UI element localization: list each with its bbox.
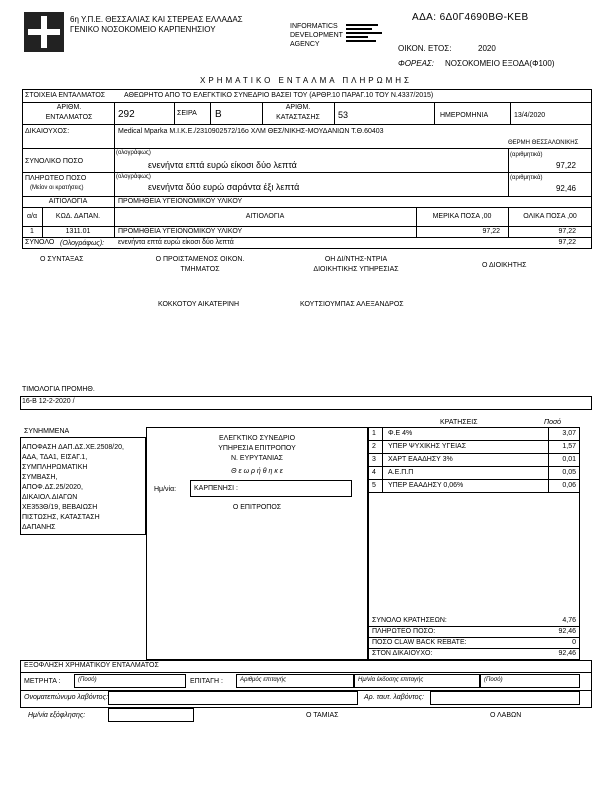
col-aa: α/α xyxy=(26,213,38,220)
col-total: ΟΛΙΚΑ ΠΟΣΑ ,00 xyxy=(523,213,577,220)
deduction-name: ΥΠΕΡ ΕΑΑΔΗΣΥ 0,06% xyxy=(388,482,464,489)
deduction-no: 1 xyxy=(372,430,376,437)
agency: ΝΟΣΟΚΟΜΕΙΟ ΕΞΟΔΑ(Φ100) xyxy=(445,59,555,68)
receiver-name-field[interactable] xyxy=(108,691,358,705)
paid-amount: 92,46 xyxy=(555,184,576,193)
cashier-label: Ο ΤΑΜΙΑΣ xyxy=(306,712,339,719)
row-total: 97,22 xyxy=(558,228,576,235)
paid-sub: (Μείον οι κρατήσεις) xyxy=(30,185,84,191)
cheque-number-hint: Αριθμός επιταγής xyxy=(240,677,287,683)
invoices-box xyxy=(20,396,592,410)
date-label: ΗΜΕΡΟΜΗΝΙΑ xyxy=(440,112,489,119)
sig-director-2: ΔΙΟΙΚΗΤΙΚΗΣ ΥΠΗΡΕΣΙΑΣ xyxy=(313,266,399,273)
deduction-amount: 0,06 xyxy=(562,482,576,489)
settlement-title: ΕΞΟΦΛΗΣΗ ΧΡΗΜΑΤΙΚΟΥ ΕΝΤΑΛΜΑΤΟΣ xyxy=(24,662,159,669)
total-words: ενενήντα επτά ευρώ είκοσι δύο λεπτά xyxy=(148,160,297,170)
receiver-id-field[interactable] xyxy=(430,691,580,705)
invoices-value: 16-Β 12-2-2020 / xyxy=(22,398,75,405)
deduction-amount: 1,57 xyxy=(562,443,576,450)
invoices-label: ΤΙΜΟΛΟΓΙΑ ΠΡΟΜΗΘ. xyxy=(22,386,95,393)
attachments-text xyxy=(22,443,124,533)
row-code: 1311.01 xyxy=(65,228,91,235)
sum-amount: 97,22 xyxy=(558,239,576,246)
payable-amount: 92,46 xyxy=(558,628,576,635)
warrant-no: 292 xyxy=(118,109,135,120)
ada-code: ΑΔΑ: 6Δ0Γ4690ΒΘ-ΚΕΒ xyxy=(412,12,529,23)
attachments-label: ΣΥΝΗΜΜΕΝΑ xyxy=(24,428,70,435)
row-partial: 97,22 xyxy=(482,228,500,235)
deduction-amount: 0,01 xyxy=(562,456,576,463)
audit-line-2: ΥΠΗΡΕΣΙΑ ΕΠΙΤΡΟΠΟΥ xyxy=(218,445,296,452)
audit-line-3: Ν. ΕΥΡΥΤΑΝΙΑΣ xyxy=(230,455,284,462)
warrant-no-label: ΑΡΙΘΜ. xyxy=(56,104,82,111)
beneficiary-total-label: ΣΤΟΝ ΔΙΚΑΙΟΥΧΟ: xyxy=(372,650,433,657)
audit-place: ΚΑΡΠΕΝΗΣΙ : xyxy=(194,485,239,492)
deduction-name: Α.Ε.Π.Π xyxy=(388,469,414,476)
attachment-line: ΑΔΑ, ΤΔΑ1, ΕΙΣΑΓ.1, xyxy=(22,454,88,461)
deductions-total-label: ΣΥΝΟΛΟ ΚΡΑΤΗΣΕΩΝ: xyxy=(372,617,447,624)
cheque-label: ΕΠΙΤΑΓΗ : xyxy=(190,678,223,685)
paid-label: ΠΛΗΡΩΤΕΟ ΠΟΣΟ xyxy=(25,175,87,182)
deduction-no: 4 xyxy=(372,469,376,476)
total-words-hint: (ολογράφως) xyxy=(116,150,151,156)
fiscal-year-label: ΟΙΚΟΝ. ΕΤΟΣ: xyxy=(398,44,452,53)
warrant-date: 13/4/2020 xyxy=(514,112,546,119)
receiver-label: Ο ΛΑΒΩΝ xyxy=(490,712,522,719)
page-title: ΧΡΗΜΑΤΙΚΟ ΕΝΤΑΛΜΑ ΠΛΗΡΩΜΗΣ xyxy=(200,76,412,85)
row-aa: 1 xyxy=(30,228,34,235)
informatics-logo-graphic xyxy=(346,22,386,52)
informatics-logo: INFORMATICS DEVELOPMENT AGENCY xyxy=(290,23,343,48)
compiler-name: ΚΟΚΚΟΤΟΥ ΑΙΚΑΤΕΡΙΝΗ xyxy=(158,301,240,308)
attachment-line: ΧΕ353Θ/19, ΒΕΒΑΙΩΣΗ xyxy=(22,504,98,511)
row-desc: ΠΡΟΜΗΘΕΙΑ ΥΓΕΙΟΝΟΜΙΚΟΥ ΥΛΙΚΟΥ xyxy=(118,228,243,235)
hospital-cross-logo xyxy=(24,12,64,52)
deduction-amount: 3,07 xyxy=(562,430,576,437)
deductions-header: ΚΡΑΤΗΣΕΙΣ xyxy=(440,419,478,426)
audit-line-1: ΕΛΕΓΚΤΙΚΟ ΣΥΝΕΔΡΙΟ xyxy=(218,435,296,442)
deduction-name: ΧΑΡΤ ΕΑΑΔΗΣΥ 3% xyxy=(388,456,453,463)
attachment-line: ΑΠΟΦΑΣΗ ΔΑΠ.ΔΣ.ΧΕ.2508/20, xyxy=(22,444,124,451)
attachment-line: ΔΑΠΑΝΗΣ xyxy=(22,524,56,531)
cause: ΠΡΟΜΗΘΕΙΑ ΥΓΕΙΟΝΟΜΙΚΟΥ ΥΛΙΚΟΥ xyxy=(118,198,243,205)
beneficiary-label: ΔΙΚΑΙΟΥΧΟΣ: xyxy=(25,128,70,135)
clawback-amount: 0 xyxy=(572,639,576,646)
org-line-2: ΓΕΝΙΚΟ ΝΟΣΟΚΟΜΕΙΟ ΚΑΡΠΕΝΗΣΙΟΥ xyxy=(70,25,216,34)
attachment-line: ΔΙΚΑΙΟΛ.ΔΙΑΓΩΝ xyxy=(22,494,78,501)
org-line-1: 6η Υ.Π.Ε. ΘΕΣΣΑΛΙΑΣ ΚΑΙ ΣΤΕΡΕΑΣ ΕΛΛΑΔΑΣ xyxy=(70,15,243,24)
deduction-no: 5 xyxy=(372,482,376,489)
sig-director: ΟΗ ΔΙ/ΝΤΗΣ-ΝΤΡΙΑ xyxy=(324,256,388,263)
series-label: ΣΕΙΡΑ xyxy=(177,110,197,117)
section-label: ΣΤΟΙΧΕΙΑ ΕΝΤΑΛΜΑΤΟΣ xyxy=(25,92,106,99)
sig-compiler: Ο ΣΥΝΤΑΞΑΣ xyxy=(40,256,84,263)
sum-words: ενενήντα επτά ευρώ είκοσι δύο λεπτά xyxy=(118,239,234,246)
warrant-no-label-2: ΕΝΤΑΛΜΑΤΟΣ xyxy=(45,114,93,121)
attachment-line: ΠΙΣΤΩΣΗΣ, ΚΑΤΑΣΤΑΣΗ xyxy=(22,514,100,521)
total-label: ΣΥΝΟΛΙΚΟ ΠΟΣΟ xyxy=(25,158,84,165)
receiver-id-label: Αρ. ταυτ. λαβόντος: xyxy=(364,694,424,701)
deductions-total: 4,76 xyxy=(562,617,576,624)
fiscal-year: 2020 xyxy=(478,44,496,53)
cheque-amount-hint: (Ποσό) xyxy=(484,677,503,683)
cause-label: ΑΙΤΙΟΛΟΓΙΑ xyxy=(48,198,88,205)
audit-line-4: Θ ε ω ρ ή θ η κ ε xyxy=(231,468,283,475)
receiver-name-label: Ονοματεπώνυμο λαβόντος: xyxy=(24,694,108,701)
beneficiary-city: ΘΕΡΜΗ ΘΕΣΣΑΛΟΝΙΚΗΣ xyxy=(508,140,579,146)
paid-words-hint: (ολογράφως) xyxy=(116,174,151,180)
payment-date-field[interactable] xyxy=(108,708,194,722)
agency-label: ΦΟΡΕΑΣ: xyxy=(398,59,434,68)
series: Β xyxy=(215,109,222,120)
deductions-amount-header: Ποσό xyxy=(544,419,562,426)
attachment-line: ΣΥΜΒΑΣΗ, xyxy=(22,474,58,481)
attachment-line: ΑΠΟΦ.ΔΣ.25/2020, xyxy=(22,484,83,491)
listing-no: 53 xyxy=(338,110,349,120)
payment-date-label: Ημ/νία εξόφλησης: xyxy=(28,712,86,719)
warrant-info-table xyxy=(22,89,592,249)
head-econ-name: ΚΟΥΤΣΙΟΥΜΠΑΣ ΑΛΕΞΑΝΔΡΟΣ xyxy=(300,301,404,308)
sig-head-econ: Ο ΠΡΟΙΣΤΑΜΕΝΟΣ ΟΙΚΟΝ. xyxy=(155,256,245,263)
cash-label: ΜΕΤΡΗΤΑ : xyxy=(24,678,61,685)
audit-date-label: Ημ/νία: xyxy=(154,486,177,493)
audit-note: ΑΘΕΩΡΗΤΟ ΑΠΟ ΤΟ ΕΛΕΓΚΤΙΚΟ ΣΥΝΕΔΡΙΟ ΒΑΣΕΙ ΤΟΥ (ΑΡΘΡ.10 ΠΑΡΑΓ.10 ΤΟΥ Ν.4337/2015) xyxy=(124,92,434,99)
cash-hint: (Ποσό) xyxy=(78,677,97,683)
deduction-amount: 0,05 xyxy=(562,469,576,476)
attachment-line: ΣΥΜΠΛΗΡΩΜΑΤΙΚΗ xyxy=(22,464,88,471)
listing-no-label: ΑΡΙΘΜ. xyxy=(285,104,311,111)
sum-words-label: (Ολογράφως): xyxy=(60,240,105,247)
paid-words: ενενήντα δύο ευρώ σαράντα έξι λεπτά xyxy=(148,182,300,192)
total-numbers-hint: (αριθμητικά) xyxy=(510,152,543,158)
audit-signer: Ο ΕΠΙΤΡΟΠΟΣ xyxy=(232,504,282,511)
deduction-name: Φ.Ε 4% xyxy=(388,430,413,437)
deduction-no: 3 xyxy=(372,456,376,463)
total-amount: 97,22 xyxy=(555,161,576,170)
listing-no-label-2: ΚΑΤΑΣΤΑΣΗΣ xyxy=(276,114,320,121)
deduction-no: 2 xyxy=(372,443,376,450)
cheque-date-hint: Ημ/νία έκδοσης επιταγής xyxy=(358,677,424,683)
col-desc: ΑΙΤΙΟΛΟΓΙΑ xyxy=(245,213,285,220)
beneficiary: Medical Mparka Μ.Ι.Κ.Ε./231090257​2/16ο ΧΛΜ ΘΕΣ/ΝΙΚΗΣ-ΜΟΥΔΑΝΙΩΝ Τ.Θ.60403 xyxy=(118,128,384,135)
sig-administrator: Ο ΔΙΟΙΚΗΤΗΣ xyxy=(482,262,527,269)
col-code: ΚΩΔ. ΔΑΠΑΝ. xyxy=(55,213,101,220)
payable-label: ΠΛΗΡΩΤΕΟ ΠΟΣΟ: xyxy=(372,628,436,635)
sig-head-econ-2: ΤΜΗΜΑΤΟΣ xyxy=(180,266,220,273)
sum-label: ΣΥΝΟΛΟ xyxy=(25,239,55,246)
col-partial: ΜΕΡΙΚΑ ΠΟΣΑ ,00 xyxy=(432,213,492,220)
clawback-label: ΠΟΣΟ CLAW BACK REBATE: xyxy=(372,639,467,646)
paid-numbers-hint: (αριθμητικά) xyxy=(510,175,543,181)
deduction-name: ΥΠΕΡ ΨΥΧΙΚΗΣ ΥΓΕΙΑΣ xyxy=(388,443,467,450)
beneficiary-total: 92,46 xyxy=(558,650,576,657)
